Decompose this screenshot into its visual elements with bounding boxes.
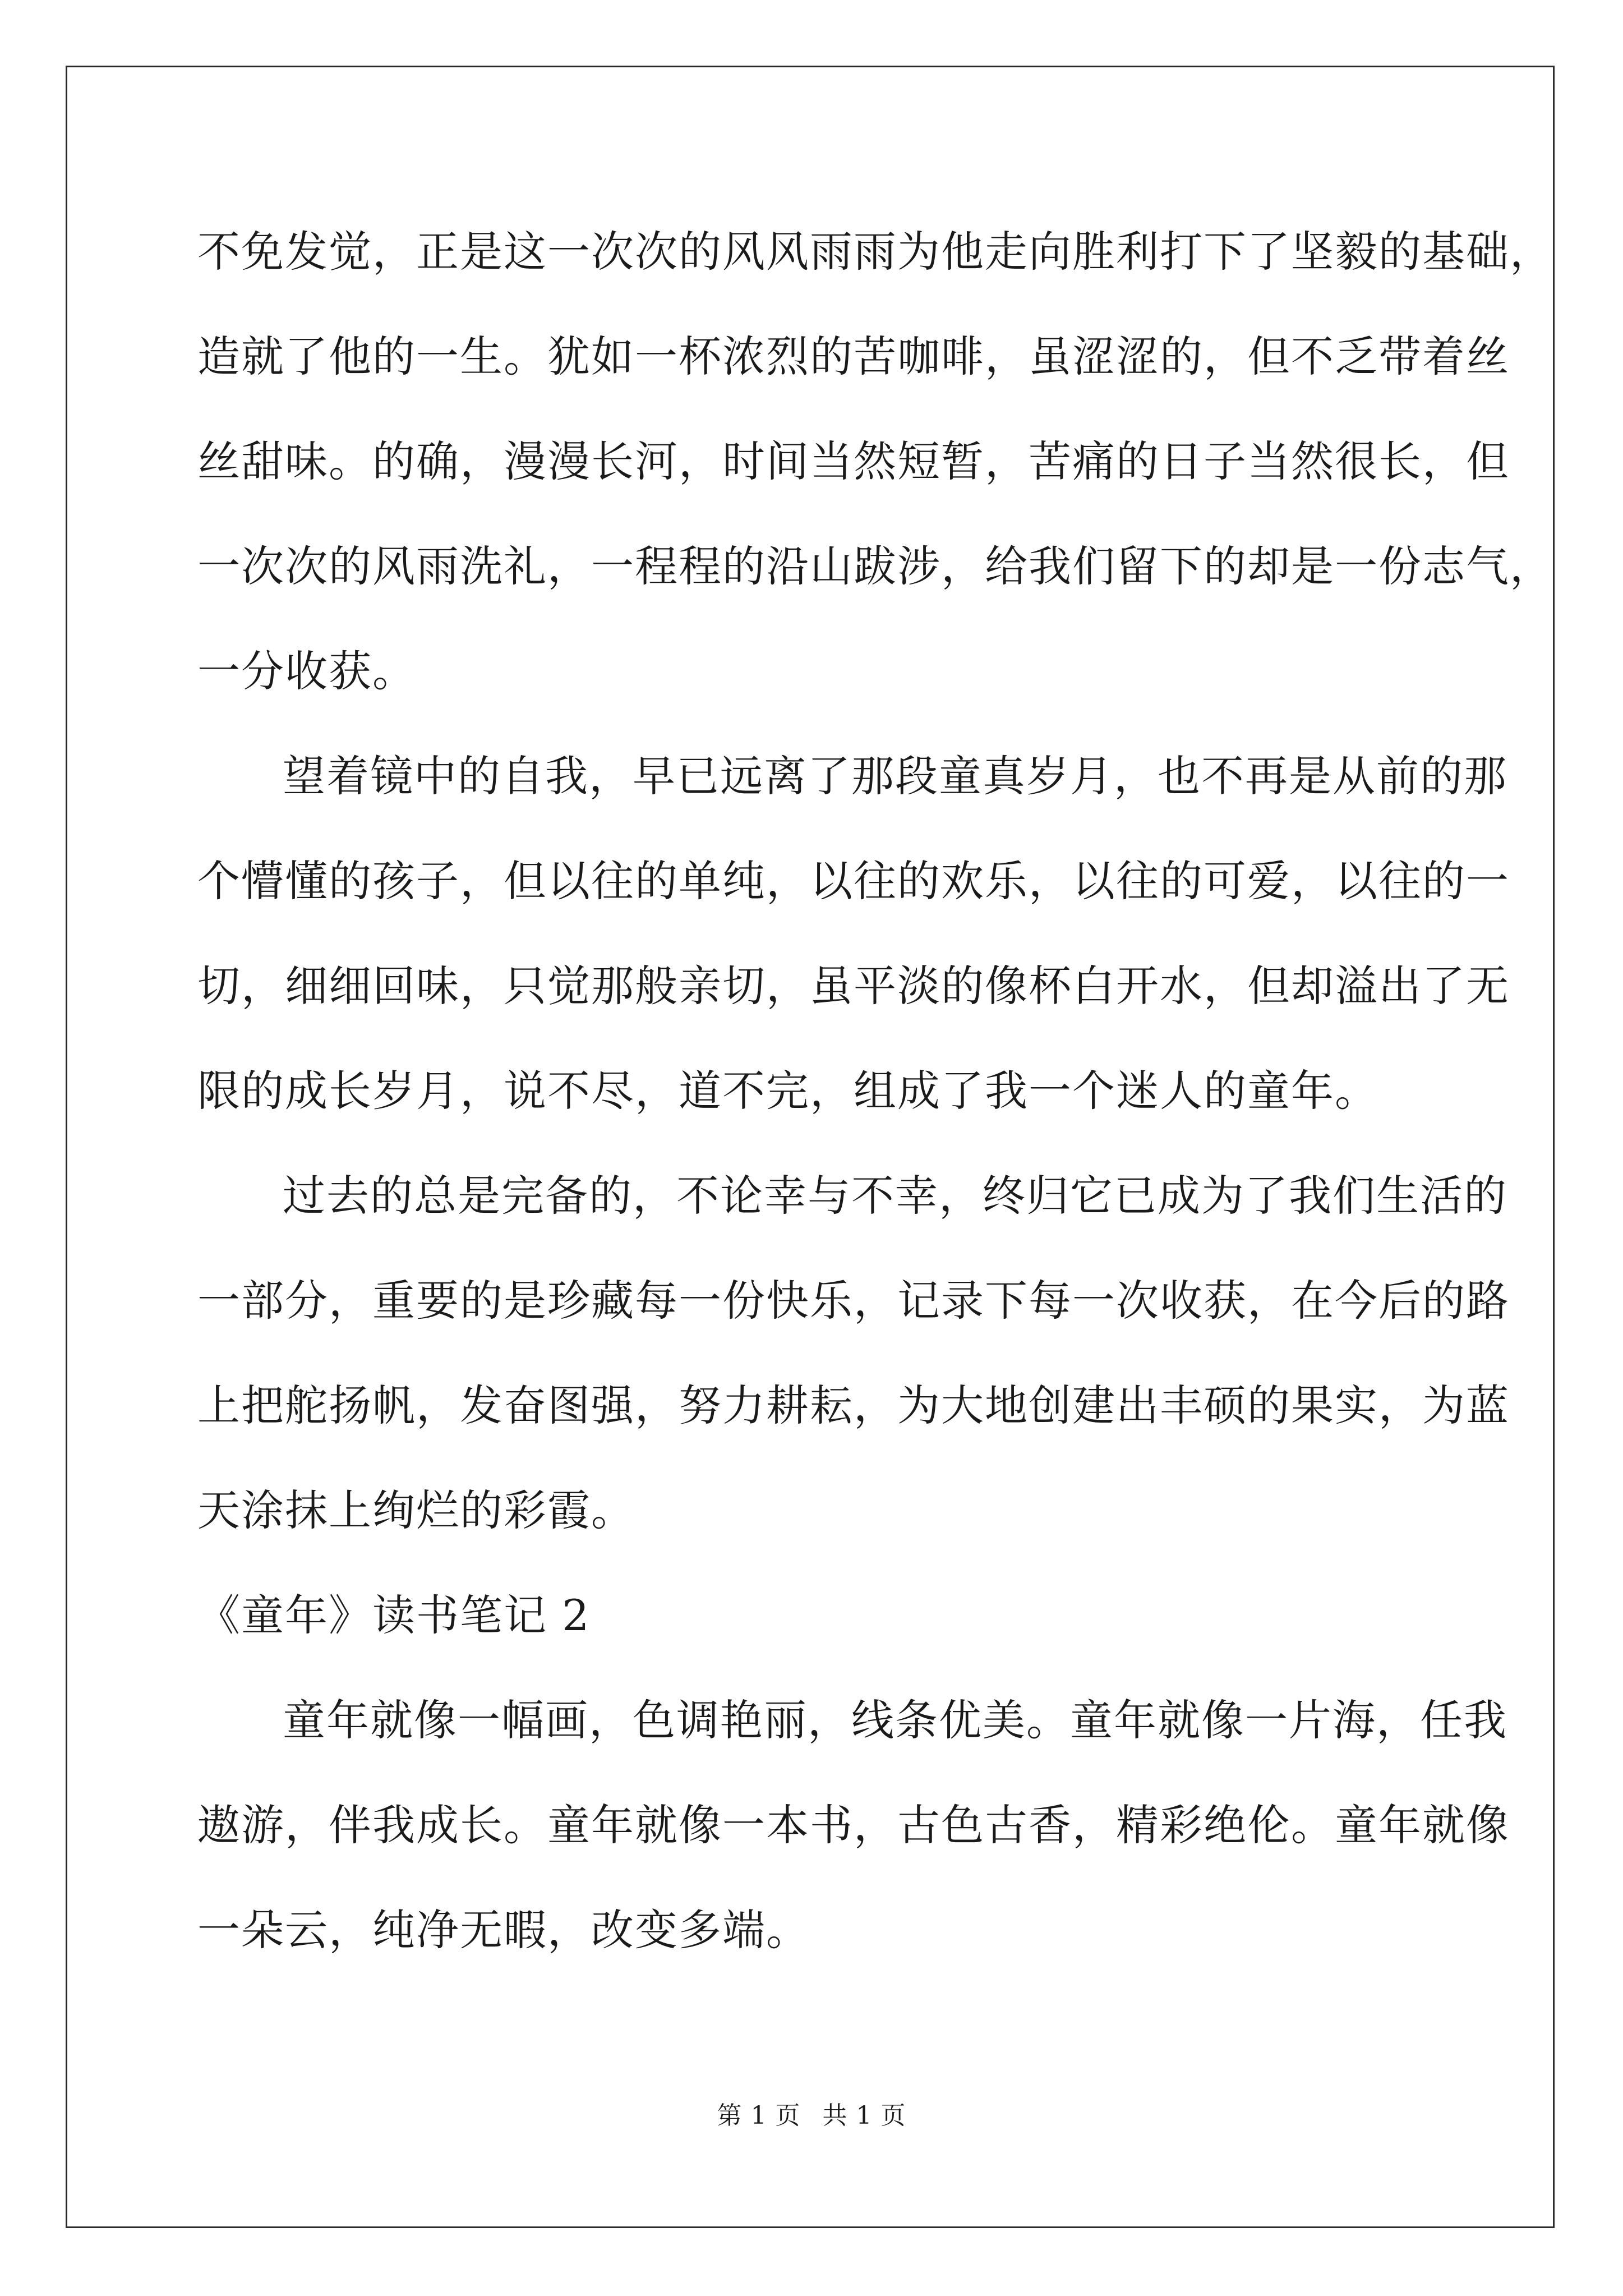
document-body [197, 199, 1553, 1982]
paragraph-4 [197, 1668, 1510, 1982]
text-line: 过 去 的 总 是 完 备 的 ， 不 论 幸 与 不 幸 ， 终 归 它 已 成 为 了 我 们 生 活 的 [283, 1171, 1507, 1221]
text-line: 天涂抹上绚烂的彩霞。 [197, 1485, 635, 1535]
text-line: 一 部 分 ， 重 要 的 是 珍 藏 每 一 份 快 乐 ， 记 录 下 每 一 次 收 获 ， 在 今 后 的 路 [197, 1276, 1510, 1326]
page-number: 第 1 页 [717, 2101, 801, 2130]
text-line: 丝 甜 味 。 的 确 ， 漫 漫 长 河 ， 时 间 当 然 短 暂 ， 苦 痛 的 日 子 当 然 很 长 ， 但 [197, 436, 1510, 486]
text-line: 一 次 次 的 风 雨 洗 礼 ， 一 程 程 的 沿 山 跋 涉 ， 给 我 们 留 下 的 却 是 一 份 志 气 ， [197, 541, 1553, 591]
paragraph-2 [197, 724, 1510, 1143]
section-heading: 《童年》读书笔记 2 [197, 1590, 591, 1640]
text-line: 切 ， 细 细 回 味 ， 只 觉 那 般 亲 切 ， 虽 平 淡 的 像 杯 白 开 水 ， 但 却 溢 出 了 无 [197, 961, 1510, 1011]
text-line: 童 年 就 像 一 幅 画 ， 色 调 艳 丽 ， 线 条 优 美 。 童 年 就 像 一 片 海 ， 任 我 [283, 1695, 1507, 1745]
text-line: 一分收获。 [197, 646, 416, 696]
text-line: 不 免 发 觉 ， 正 是 这 一 次 次 的 风 风 雨 雨 为 他 走 向 胜 利 打 下 了 坚 毅 的 基 础 ， [197, 227, 1553, 277]
paragraph-3 [197, 1143, 1510, 1563]
text-line: 限的成长岁月，说不尽，道不完，组成了我一个迷人的童年。 [197, 1066, 1378, 1116]
page-total: 共 1 页 [822, 2101, 906, 2130]
text-line: 遨 游 ， 伴 我 成 长 。 童 年 就 像 一 本 书 ， 古 色 古 香 ， 精 彩 绝 伦 。 童 年 就 像 [197, 1800, 1510, 1850]
paragraph-1 [197, 199, 1553, 724]
text-line: 上 把 舵 扬 帆 ， 发 奋 图 强 ， 努 力 耕 耘 ， 为 大 地 创 建 出 丰 硕 的 果 实 ， 为 蓝 [197, 1381, 1510, 1430]
page-footer [0, 2095, 1623, 2131]
text-line: 一朵云，纯净无暇，改变多端。 [197, 1905, 810, 1955]
text-line: 个 懵 懂 的 孩 子 ， 但 以 往 的 单 纯 ， 以 往 的 欢 乐 ， 以 往 的 可 爱 ， 以 往 的 一 [197, 856, 1510, 906]
text-line: 望 着 镜 中 的 自 我 ， 早 已 远 离 了 那 段 童 真 岁 月 ， 也 不 再 是 从 前 的 那 [283, 751, 1507, 801]
text-line: 造 就 了 他 的 一 生 。 犹 如 一 杯 浓 烈 的 苦 咖 啡 ， 虽 涩 涩 的 ， 但 不 乏 带 着 丝 [197, 332, 1510, 381]
